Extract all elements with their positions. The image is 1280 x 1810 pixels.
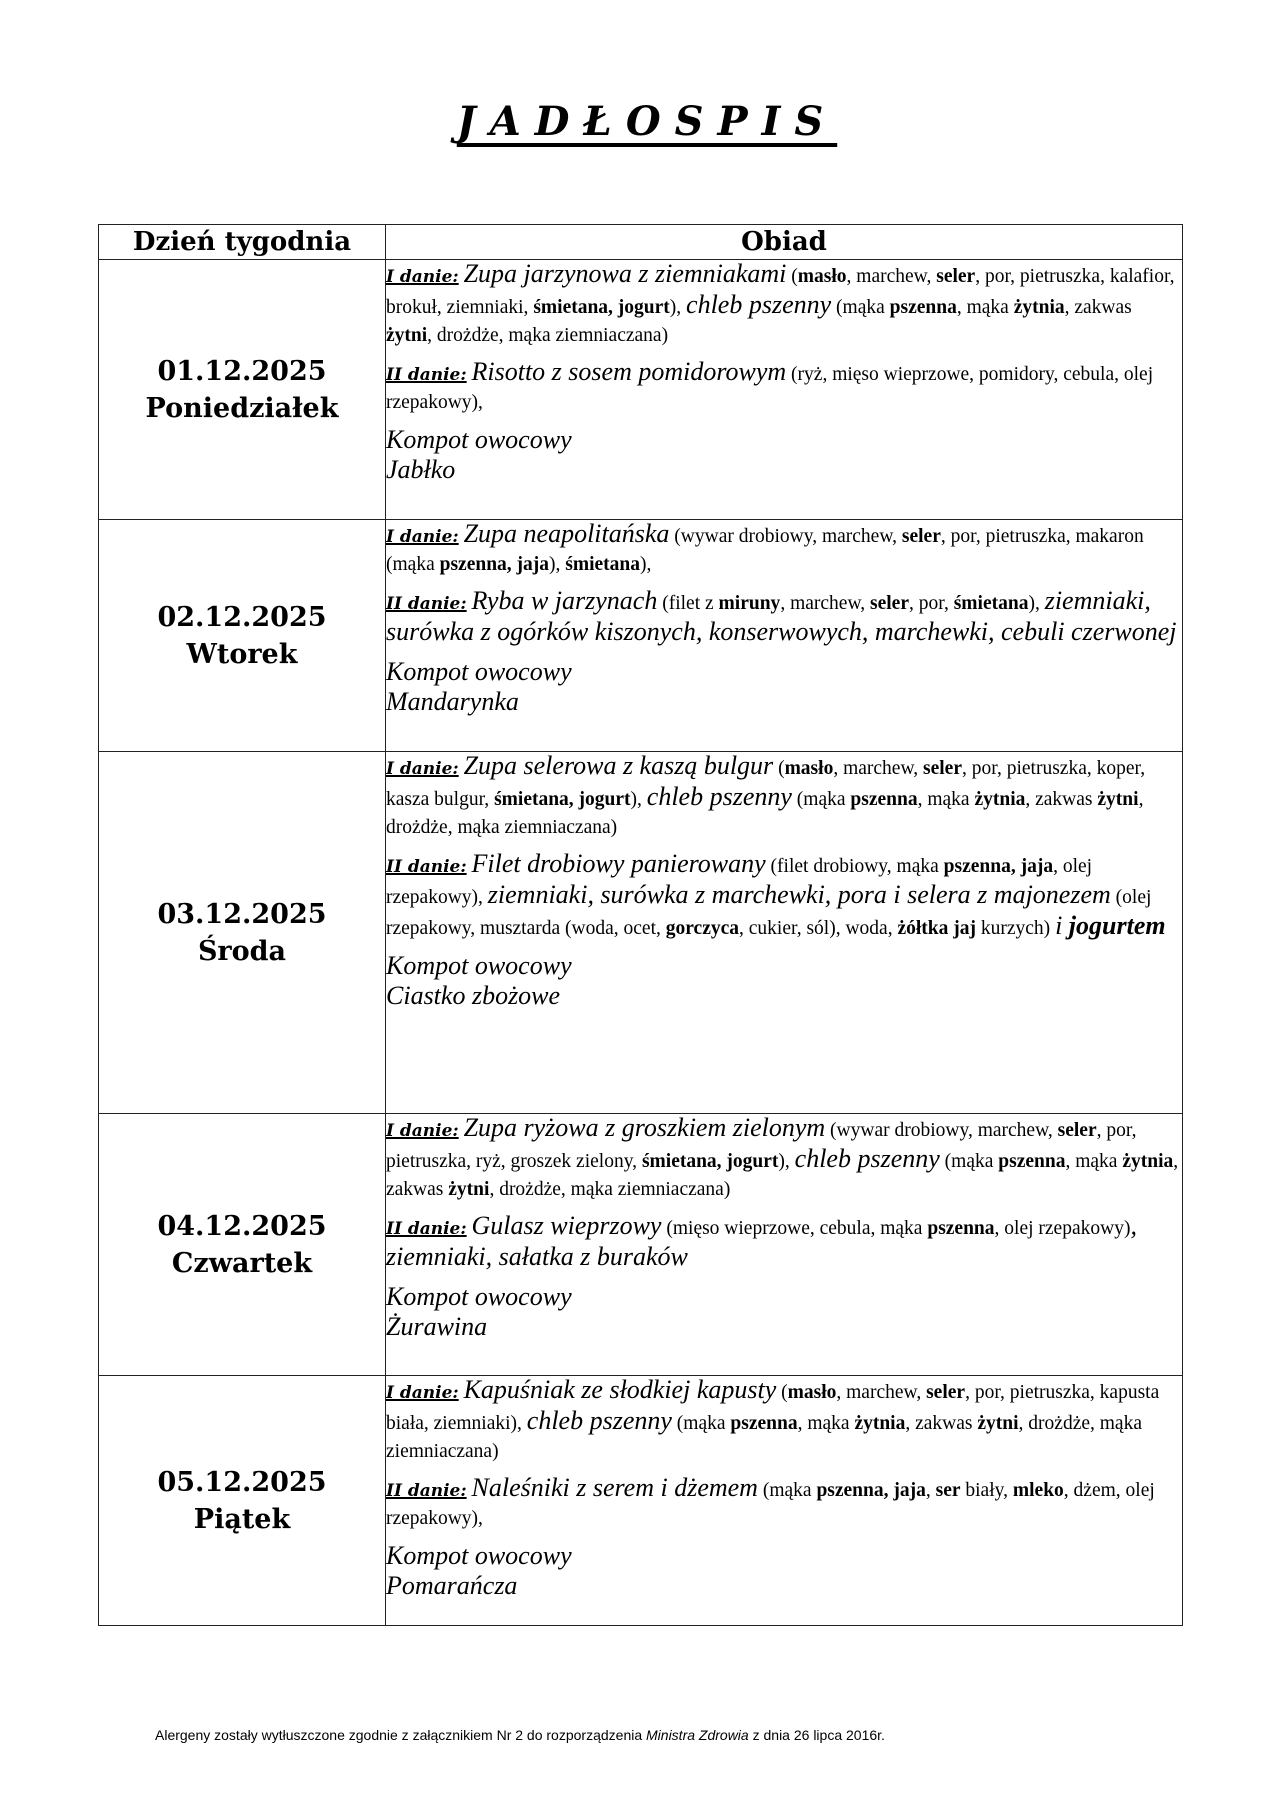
allergen-text: żytnia <box>1013 297 1065 318</box>
allergen-text: seler <box>901 526 941 547</box>
dish-name: chleb pszenny <box>526 1406 672 1435</box>
dish-name: Naleśniki z serem i dżemem <box>471 1473 758 1502</box>
dish-name: i <box>1055 911 1069 940</box>
allergen-text: żytnia <box>1122 1151 1174 1172</box>
table-row <box>99 1376 1183 1626</box>
ingredients-text: , marchew, <box>846 266 937 287</box>
ingredients-text: , marchew, <box>836 1382 927 1403</box>
allergen-text: masło <box>787 1382 837 1403</box>
allergen-text: pszenna, jaja <box>816 1480 926 1501</box>
dessert-item: Jabłko <box>386 455 456 484</box>
course-label: II danie: <box>386 365 467 385</box>
day-weekday: Piątek <box>193 1503 291 1535</box>
table-row <box>99 260 1183 520</box>
ingredients-text: (mąka <box>791 789 851 810</box>
dish-name: Filet drobiowy panierowany <box>471 849 766 878</box>
table-row <box>99 1114 1183 1376</box>
ingredients-text: , por, pietruszka, kalafior, brokuł, ziemniaki, <box>386 266 1175 318</box>
first-course <box>386 520 1182 579</box>
allergen-text: seler <box>870 593 909 614</box>
day-date: 05.12.2025 <box>157 1466 327 1498</box>
ingredients-text: , drożdże, mąka ziemniaczana) <box>386 1413 1142 1462</box>
allergen-text: żytnia <box>974 789 1026 810</box>
dessert-item: Ciastko zbożowe <box>386 981 561 1010</box>
dish-name: Gulasz wieprzowy <box>471 1211 662 1240</box>
ingredients-text: , por, pietruszka, kapusta biała, ziemniaki), <box>386 1382 1160 1434</box>
ingredients-text: (mąka <box>831 297 890 318</box>
day-date: 02.12.2025 <box>157 601 327 633</box>
ingredients-text: ), <box>669 297 687 318</box>
ingredients-text: (mięso wieprzowe, cebula, mąka <box>661 1218 928 1239</box>
ingredients-text: , por, <box>909 593 954 614</box>
allergen-text: żytni <box>448 1179 490 1200</box>
allergen-text: mleko <box>1012 1480 1064 1501</box>
course-label: I danie: <box>386 1383 459 1403</box>
footnote-text-1: Alergeny zostały wytłuszczone zgodnie z załącznikiem Nr 2 do rozporządzenia <box>155 1727 647 1743</box>
ingredients-text: , por, pietruszka, makaron (mąka <box>386 526 1144 575</box>
page-title <box>0 98 1280 145</box>
allergen-text: żytni <box>977 1413 1019 1434</box>
allergen-text: seler <box>936 266 976 287</box>
dish-name-bold: jogurtem <box>1068 911 1166 940</box>
ingredients-text: (ryż, mięso wieprzowe, pomidory, cebula, olej rzepakowy), <box>386 364 1154 413</box>
ingredients-text: (wywar drobiowy, marchew, <box>669 526 902 547</box>
ingredients-text: , drożdże, mąka ziemniaczana) <box>427 325 669 346</box>
ingredients-text: (mąka <box>671 1413 731 1434</box>
allergen-text: miruny <box>718 593 781 614</box>
course-label: II danie: <box>386 1219 467 1239</box>
ingredients-text: ), <box>1028 593 1045 614</box>
ingredients-text: , por, pietruszka, koper, kasza bulgur, <box>386 758 1146 810</box>
allergen-text: śmietana, jogurt <box>533 297 670 318</box>
ingredients-text: kurzych) <box>976 918 1056 939</box>
ingredients-text: , mąka <box>1065 1151 1123 1172</box>
ingredients-text: ), <box>640 554 652 575</box>
course-label: I danie: <box>386 1121 459 1141</box>
allergen-text: żytni <box>1097 789 1139 810</box>
ingredients-text: , marchew, <box>833 758 924 779</box>
meal-cell <box>386 752 1183 1114</box>
day-date: 04.12.2025 <box>157 1210 327 1242</box>
allergen-text: śmietana, jogurt <box>494 789 631 810</box>
allergen-text: masło <box>784 758 834 779</box>
allergen-text: gorczyca <box>665 918 740 939</box>
ingredients-text: , olej rzepakowy) <box>994 1218 1131 1239</box>
first-course <box>386 752 1182 842</box>
meal-cell <box>386 520 1183 752</box>
drink-item: Kompot owocowy <box>386 1282 572 1311</box>
day-weekday: Środa <box>197 935 287 967</box>
menu-body <box>99 260 1183 1626</box>
meal-cell <box>386 1114 1183 1376</box>
day-weekday: Wtorek <box>186 638 298 670</box>
allergen-text: śmietana <box>565 554 641 575</box>
dessert-item: Mandarynka <box>386 687 519 716</box>
ingredients-text: ( <box>776 1382 788 1403</box>
ingredients-text: , drożdże, mąka ziemniaczana) <box>489 1179 731 1200</box>
footnote-text-2: z dnia 26 lipca 2016r. <box>748 1727 885 1743</box>
allergen-text: seler <box>926 1382 966 1403</box>
ingredients-text: ( <box>773 758 785 779</box>
allergen-text: seler <box>923 758 962 779</box>
page-title-text: JADŁOSPIS <box>456 98 838 145</box>
allergen-text: żytnia <box>854 1413 906 1434</box>
allergen-text: pszenna <box>730 1413 798 1434</box>
dish-name: chleb pszenny <box>646 782 792 811</box>
ingredients-text: (mąka <box>939 1151 999 1172</box>
day-date: 01.12.2025 <box>157 355 327 387</box>
ingredients-text: , zakwas <box>905 1413 978 1434</box>
day-weekday: Czwartek <box>171 1247 313 1279</box>
footnote-ministry: Ministra Zdrowia <box>646 1727 749 1743</box>
ingredients-text: , drożdże, mąka ziemniaczana) <box>386 789 1144 838</box>
menu-table <box>98 224 1183 1626</box>
dish-name: Kapuśniak ze słodkiej kapusty <box>463 1375 777 1404</box>
allergen-text: pszenna <box>850 789 918 810</box>
ingredients-text: , mąka <box>797 1413 855 1434</box>
day-cell <box>99 260 386 520</box>
dish-name: Zupa neapolitańska <box>463 519 670 548</box>
allergen-text: seler <box>1057 1120 1097 1141</box>
course-label: II danie: <box>386 857 467 877</box>
day-weekday: Poniedziałek <box>145 392 339 424</box>
day-date: 03.12.2025 <box>157 898 327 930</box>
ingredients-text: , marchew, <box>780 593 871 614</box>
first-course <box>386 260 1182 350</box>
ingredients-text: , mąka <box>956 297 1014 318</box>
ingredients-text: , cukier, sól), woda, <box>739 918 898 939</box>
ingredients-text: (mąka <box>757 1480 817 1501</box>
drink-item: Kompot owocowy <box>386 425 572 454</box>
ingredients-text: , zakwas <box>386 1151 1179 1200</box>
drink-item: Kompot owocowy <box>386 1541 572 1570</box>
dish-name: Zupa jarzynowa z ziemniakami <box>463 259 787 288</box>
course-label: II danie: <box>386 594 467 614</box>
ingredients-text: , zakwas <box>1025 789 1098 810</box>
allergen-text: żytni <box>386 325 428 346</box>
dish-name: Zupa ryżowa z groszkiem zielonym <box>463 1113 826 1142</box>
course-label: II danie: <box>386 1481 467 1501</box>
ingredients-text: , dżem, olej rzepakowy), <box>386 1480 1155 1529</box>
first-course <box>386 1114 1182 1204</box>
dish-name: Zupa selerowa z kaszą bulgur <box>463 751 774 780</box>
allergen-text: śmietana, jogurt <box>641 1151 779 1172</box>
allergen-text: pszenna, jaja <box>439 554 550 575</box>
table-header-row <box>99 225 1183 260</box>
course-label: I danie: <box>386 527 459 547</box>
ingredients-text: , olej rzepakowy), <box>386 856 1093 908</box>
allergen-text: pszenna <box>998 1151 1066 1172</box>
day-cell <box>99 520 386 752</box>
table-row <box>99 520 1183 752</box>
ingredients-text: , zakwas <box>1064 297 1132 318</box>
ingredients-text: (olej rzepakowy, musztarda (woda, ocet, <box>386 887 1152 939</box>
dish-name: chleb pszenny <box>686 290 832 319</box>
first-course <box>386 1376 1182 1466</box>
allergen-footnote <box>155 1727 885 1743</box>
ingredients-text: biały, <box>960 1480 1013 1501</box>
drink-item: Kompot owocowy <box>386 657 572 686</box>
ingredients-text: (filet z <box>657 593 719 614</box>
allergen-text: żółtka jaj <box>897 918 976 939</box>
meal-cell <box>386 1376 1183 1626</box>
drink-item: Kompot owocowy <box>386 951 572 980</box>
header-meal: Obiad <box>386 225 1183 260</box>
allergen-text: ser <box>935 1480 961 1501</box>
header-day: Dzień tygodnia <box>99 225 386 260</box>
ingredients-text: , <box>925 1480 936 1501</box>
ingredients-text: ), <box>630 789 647 810</box>
dish-name: ziemniaki, surówka z marchewki, pora i selera z majonezem <box>487 880 1111 909</box>
second-course <box>386 358 1182 417</box>
day-cell <box>99 1114 386 1376</box>
dessert-item: Pomarańcza <box>386 1571 518 1600</box>
day-cell <box>99 1376 386 1626</box>
allergen-text: śmietana <box>953 593 1029 614</box>
ingredients-text: , por, pietruszka, ryż, groszek zielony, <box>386 1120 1137 1172</box>
course-label: I danie: <box>386 759 459 779</box>
dish-name: chleb pszenny <box>794 1144 940 1173</box>
second-course <box>386 587 1182 649</box>
dessert-item: Żurawina <box>386 1312 488 1341</box>
day-cell <box>99 752 386 1114</box>
second-course <box>386 1212 1182 1274</box>
dish-name: Risotto z sosem pomidorowym <box>471 357 787 386</box>
dish-name: ziemniaki, surówka z ogórków kiszonych, konserwowych, marchewki, cebuli czerwonej <box>386 586 1177 646</box>
dish-name: , ziemniaki, sałatka z buraków <box>386 1211 1137 1271</box>
table-row <box>99 752 1183 1114</box>
allergen-text: pszenna <box>889 297 957 318</box>
allergen-text: pszenna, jaja <box>943 856 1054 877</box>
ingredients-text: ( <box>786 266 798 287</box>
dish-name: Ryba w jarzynach <box>471 586 658 615</box>
second-course <box>386 850 1182 943</box>
allergen-text: pszenna <box>927 1218 995 1239</box>
ingredients-text: ), <box>549 554 566 575</box>
course-label: I danie: <box>386 267 459 287</box>
ingredients-text: (filet drobiowy, mąka <box>765 856 944 877</box>
ingredients-text: , mąka <box>917 789 975 810</box>
second-course <box>386 1474 1182 1533</box>
ingredients-text: (wywar drobiowy, marchew, <box>825 1120 1058 1141</box>
ingredients-text: ), <box>778 1151 795 1172</box>
allergen-text: masło <box>797 266 847 287</box>
meal-cell <box>386 260 1183 520</box>
